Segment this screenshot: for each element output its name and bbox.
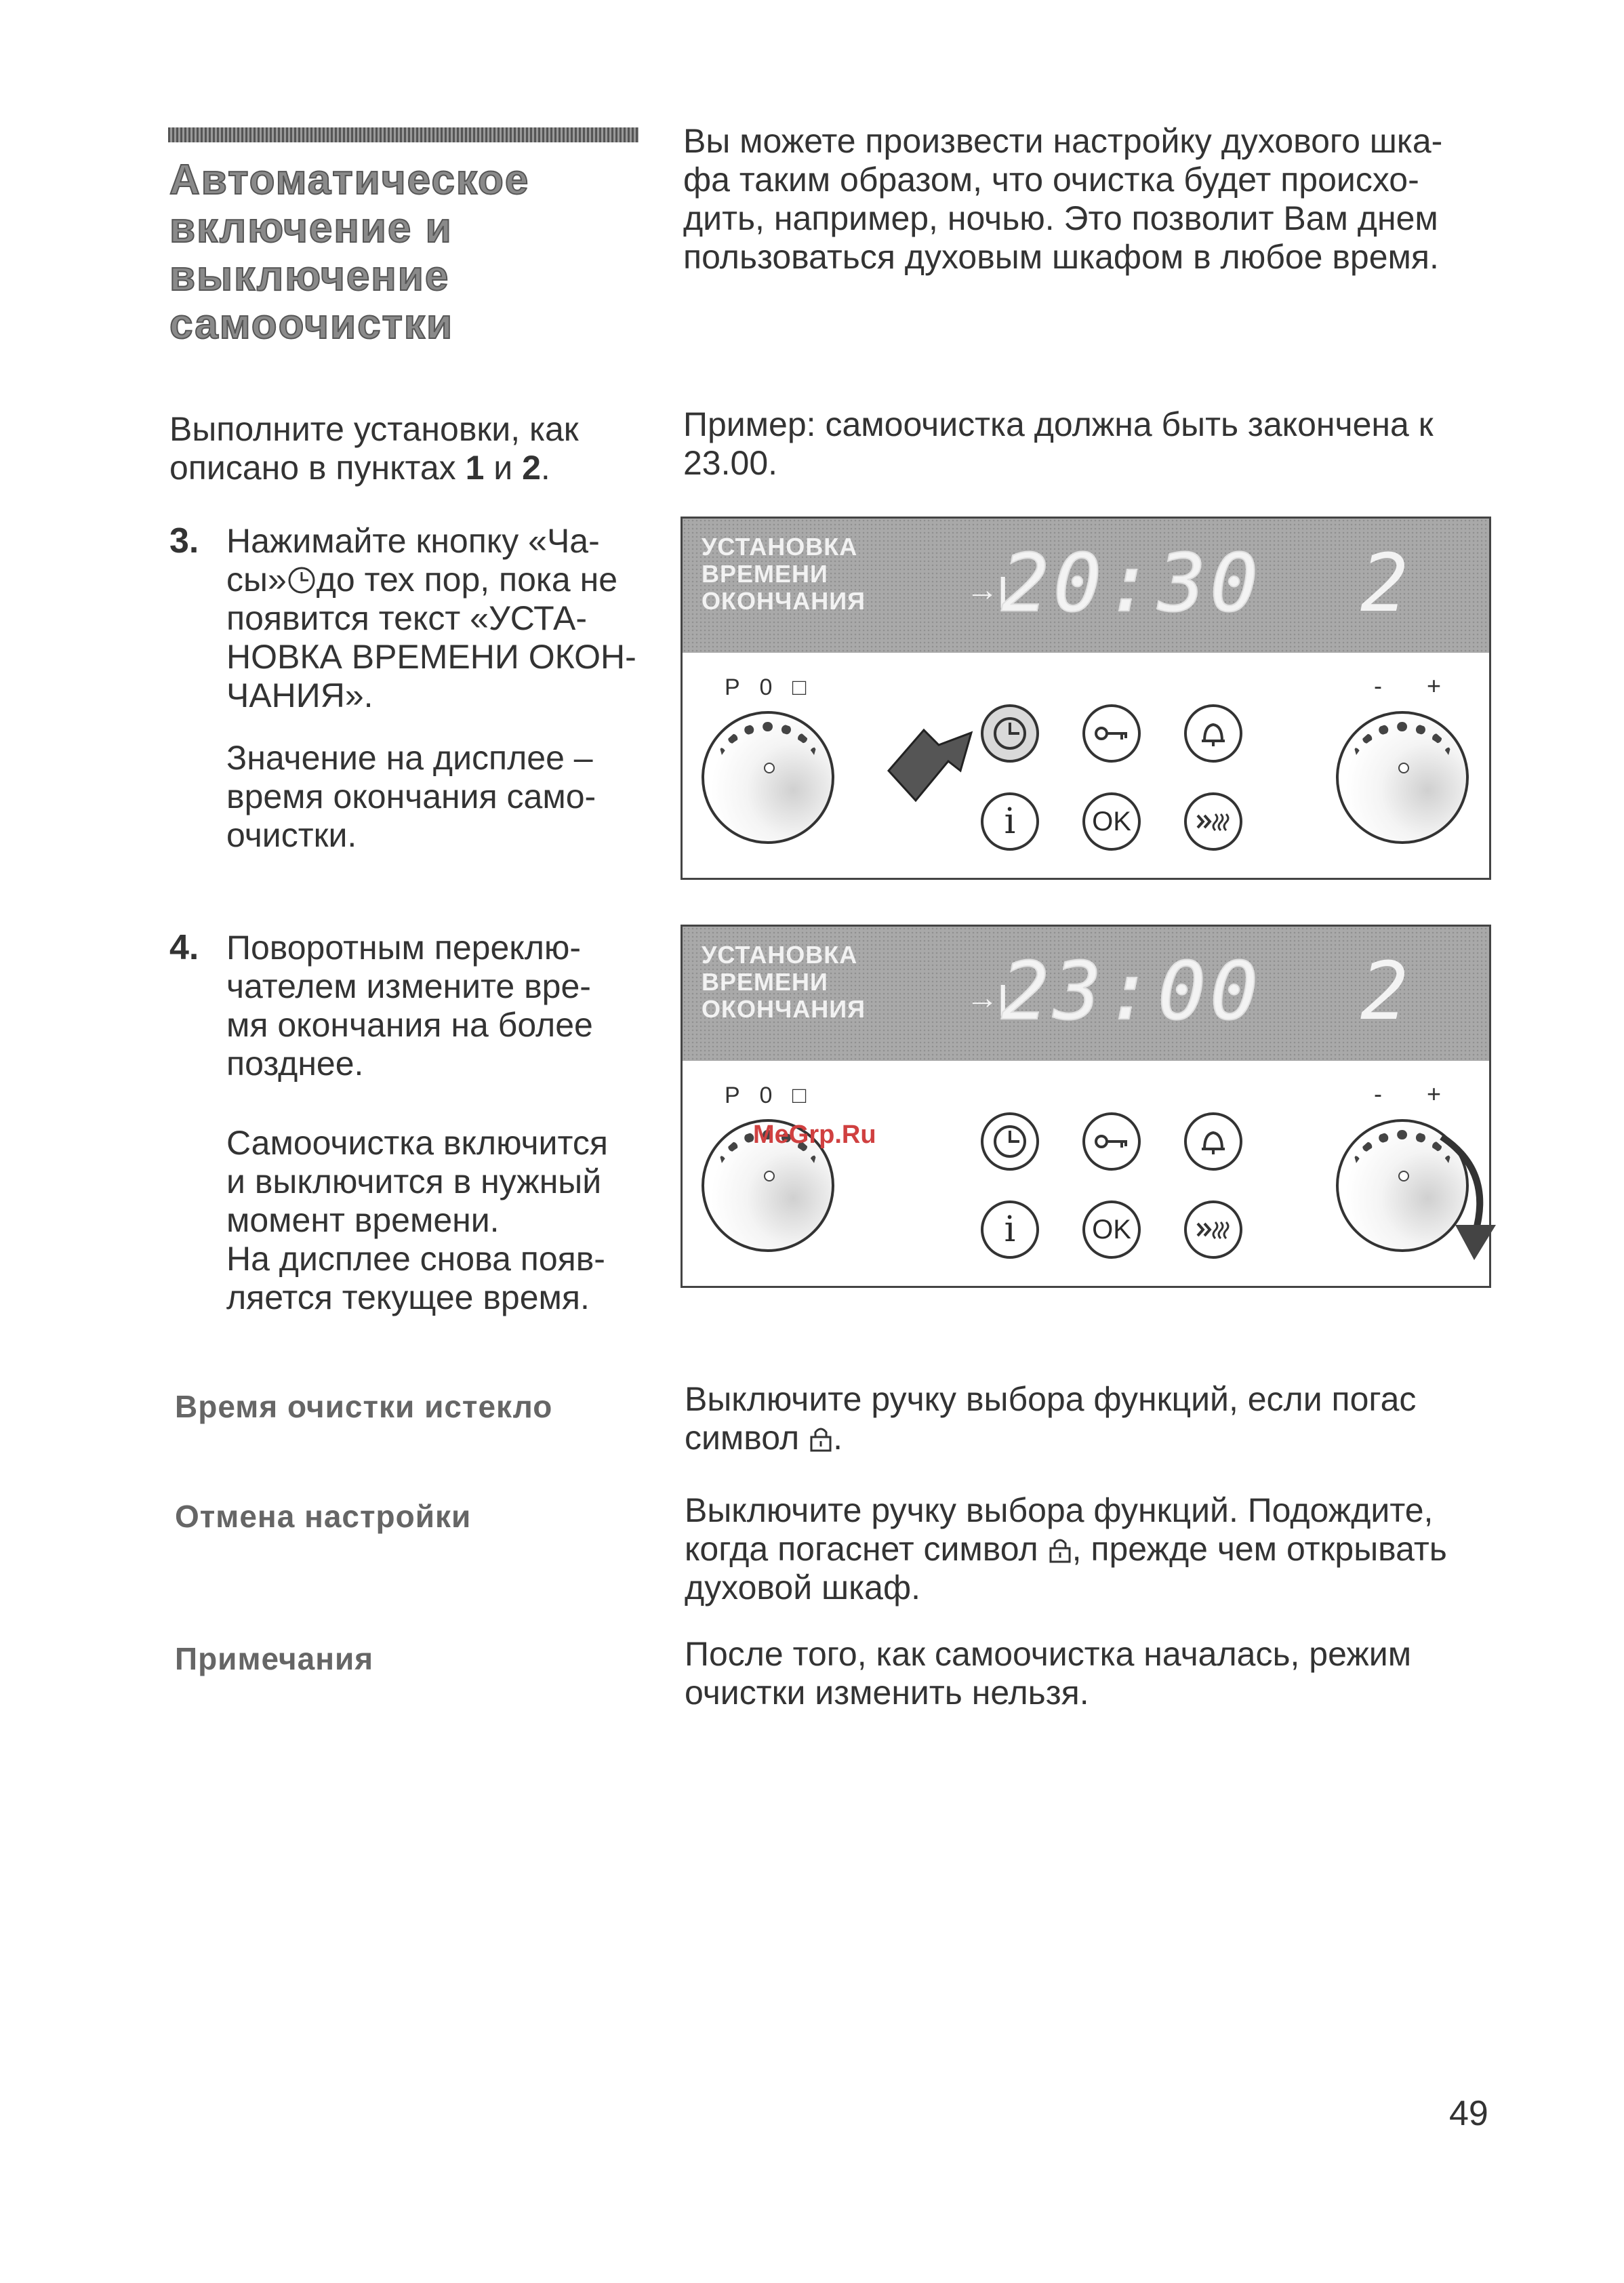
clock-icon bbox=[989, 1120, 1031, 1163]
intro-line: дить, например, ночью. Это позволит Вам днем bbox=[683, 199, 1438, 237]
info-button[interactable] bbox=[981, 792, 1039, 851]
bell-icon bbox=[1192, 712, 1234, 754]
clock-icon bbox=[287, 565, 317, 595]
plus-minus-labels: - + bbox=[1374, 1080, 1461, 1108]
quick-heat-icon bbox=[1192, 1209, 1234, 1251]
step-3-note bbox=[226, 739, 660, 855]
control-panel-2 bbox=[681, 925, 1491, 1288]
display-time: 20:30 bbox=[1001, 536, 1263, 630]
bell-icon bbox=[1192, 1120, 1234, 1163]
step-line bbox=[226, 561, 660, 599]
ok-label: OK bbox=[1092, 806, 1131, 836]
step-line: Нажимайте кнопку «Ча- bbox=[226, 522, 600, 560]
section-text bbox=[685, 1380, 1566, 1457]
end-time-arrow-icon: →| bbox=[966, 980, 1008, 1016]
key-icon bbox=[1091, 1120, 1133, 1163]
note-line: время окончания само- bbox=[226, 777, 596, 815]
section-line bbox=[685, 1419, 1566, 1457]
section-text-part: . bbox=[833, 1419, 843, 1457]
intro-line: пользоваться духовым шкафом в любое время. bbox=[683, 238, 1439, 276]
title-line: самоочистки bbox=[169, 301, 454, 348]
example-line: Пример: самоочистка должна быть закончена к bbox=[683, 405, 1434, 443]
title-line: Автоматическое bbox=[169, 157, 530, 203]
section-line: очистки изменить нельзя. bbox=[685, 1674, 1089, 1712]
end-time-arrow-icon: →| bbox=[966, 572, 1008, 608]
display-label-line: ОКОНЧАНИЯ bbox=[702, 995, 866, 1023]
watermark: MeGrp.Ru bbox=[753, 1120, 876, 1149]
section-line: Выключите ручку выбора функций. Подождите, bbox=[685, 1491, 1434, 1529]
section-line: духовой шкаф. bbox=[685, 1569, 920, 1607]
section-text bbox=[685, 1491, 1566, 1607]
left-intro-text: . bbox=[540, 449, 550, 487]
note-line: На дисплее снова появ- bbox=[226, 1240, 605, 1278]
display-label-line: УСТАНОВКА bbox=[702, 533, 858, 561]
section-heading: Время очистки истекло bbox=[175, 1389, 553, 1424]
section-heading: Примечания bbox=[175, 1641, 374, 1676]
info-label: i bbox=[1004, 801, 1016, 842]
display-label-line: ВРЕМЕНИ bbox=[702, 560, 828, 588]
section-line: После того, как самоочистка началась, режим bbox=[685, 1635, 1412, 1673]
left-intro-line bbox=[169, 449, 657, 487]
step-line: ЧАНИЯ». bbox=[226, 676, 373, 714]
section-text-part: символ bbox=[685, 1419, 800, 1457]
key-icon bbox=[1091, 712, 1133, 754]
item-ref-2: 2 bbox=[522, 449, 541, 487]
left-intro bbox=[169, 410, 657, 487]
intro-line: Вы можете произвести настройку духового шка- bbox=[683, 122, 1443, 160]
title-rule bbox=[168, 127, 638, 142]
temperature-knob[interactable] bbox=[1336, 711, 1469, 844]
example-text bbox=[683, 405, 1564, 483]
example-line: 23.00. bbox=[683, 444, 778, 482]
display-label-line: ВРЕМЕНИ bbox=[702, 968, 828, 996]
title-line: выключение bbox=[169, 253, 450, 300]
oven-display bbox=[683, 519, 1489, 653]
note-line: очистки. bbox=[226, 816, 357, 854]
key-button[interactable] bbox=[1082, 704, 1141, 763]
title-line: включение и bbox=[169, 205, 453, 251]
display-program: 2 bbox=[1360, 536, 1409, 630]
step-number: 3. bbox=[169, 521, 199, 561]
oven-display bbox=[683, 927, 1489, 1061]
step-line: Поворотным переклю- bbox=[226, 929, 582, 967]
info-label: i bbox=[1004, 1209, 1016, 1250]
left-intro-text: описано в пунктах bbox=[169, 449, 466, 487]
section-text-part: , прежде чем открывать bbox=[1072, 1530, 1447, 1568]
step-line: позднее. bbox=[226, 1045, 364, 1083]
ok-label: OK bbox=[1092, 1214, 1131, 1245]
step-text: до тех пор, пока не bbox=[316, 561, 618, 599]
left-intro-line: Выполните установки, как bbox=[169, 410, 579, 448]
knob-position-labels: P 0 □ bbox=[725, 674, 813, 700]
clock-button[interactable] bbox=[981, 704, 1039, 763]
display-time: 23:00 bbox=[1001, 944, 1263, 1038]
step-4-note bbox=[226, 1124, 674, 1317]
section-line: Выключите ручку выбора функций, если погас bbox=[685, 1380, 1417, 1418]
note-line: Значение на дисплее – bbox=[226, 739, 593, 777]
control-panel-1 bbox=[681, 517, 1491, 880]
note-line: момент времени. bbox=[226, 1201, 500, 1239]
section-line bbox=[685, 1530, 1566, 1569]
info-button[interactable] bbox=[981, 1200, 1039, 1259]
note-line: ляется текущее время. bbox=[226, 1278, 590, 1316]
display-label bbox=[702, 942, 866, 1023]
display-label-line: УСТАНОВКА bbox=[702, 941, 858, 969]
note-line: и выключится в нужный bbox=[226, 1163, 602, 1200]
note-line: Самоочистка включится bbox=[226, 1124, 608, 1162]
function-selector-knob[interactable] bbox=[702, 711, 834, 844]
step-line: НОВКА ВРЕМЕНИ ОКОН- bbox=[226, 638, 636, 676]
quick-heat-button[interactable] bbox=[1184, 792, 1242, 851]
ok-button[interactable] bbox=[1082, 792, 1141, 851]
lock-icon bbox=[1048, 1536, 1072, 1563]
section-heading: Отмена настройки bbox=[175, 1499, 472, 1534]
left-intro-text: и bbox=[484, 449, 523, 487]
intro-paragraph bbox=[683, 122, 1564, 277]
ok-button[interactable] bbox=[1082, 1200, 1141, 1259]
quick-heat-icon bbox=[1192, 801, 1234, 843]
quick-heat-button[interactable] bbox=[1184, 1200, 1242, 1259]
plus-minus-labels: - + bbox=[1374, 672, 1461, 700]
step-text: сы» bbox=[226, 561, 287, 599]
item-ref-1: 1 bbox=[465, 449, 485, 487]
key-button[interactable] bbox=[1082, 1112, 1141, 1171]
timer-button[interactable] bbox=[1184, 1112, 1242, 1171]
page-number: 49 bbox=[1449, 2094, 1488, 2133]
pointer-hand-icon bbox=[885, 706, 979, 807]
step-line: мя окончания на более bbox=[226, 1006, 593, 1044]
display-program: 2 bbox=[1360, 944, 1409, 1038]
clock-button[interactable] bbox=[981, 1112, 1039, 1171]
lock-icon bbox=[809, 1425, 833, 1452]
step-line: появится текст «УСТА- bbox=[226, 599, 588, 637]
clock-icon bbox=[989, 712, 1031, 754]
rotate-clockwise-icon bbox=[1428, 1130, 1503, 1266]
step-number: 4. bbox=[169, 928, 199, 967]
section-title bbox=[169, 156, 644, 348]
display-label-line: ОКОНЧАНИЯ bbox=[702, 587, 866, 615]
section-text bbox=[685, 1635, 1566, 1712]
knob-position-labels: P 0 □ bbox=[725, 1083, 813, 1108]
section-text-part: когда погаснет символ bbox=[685, 1530, 1038, 1568]
display-label bbox=[702, 533, 866, 615]
step-line: чателем измените вре- bbox=[226, 967, 591, 1005]
intro-line: фа таким образом, что очистка будет происхо- bbox=[683, 161, 1419, 199]
timer-button[interactable] bbox=[1184, 704, 1242, 763]
